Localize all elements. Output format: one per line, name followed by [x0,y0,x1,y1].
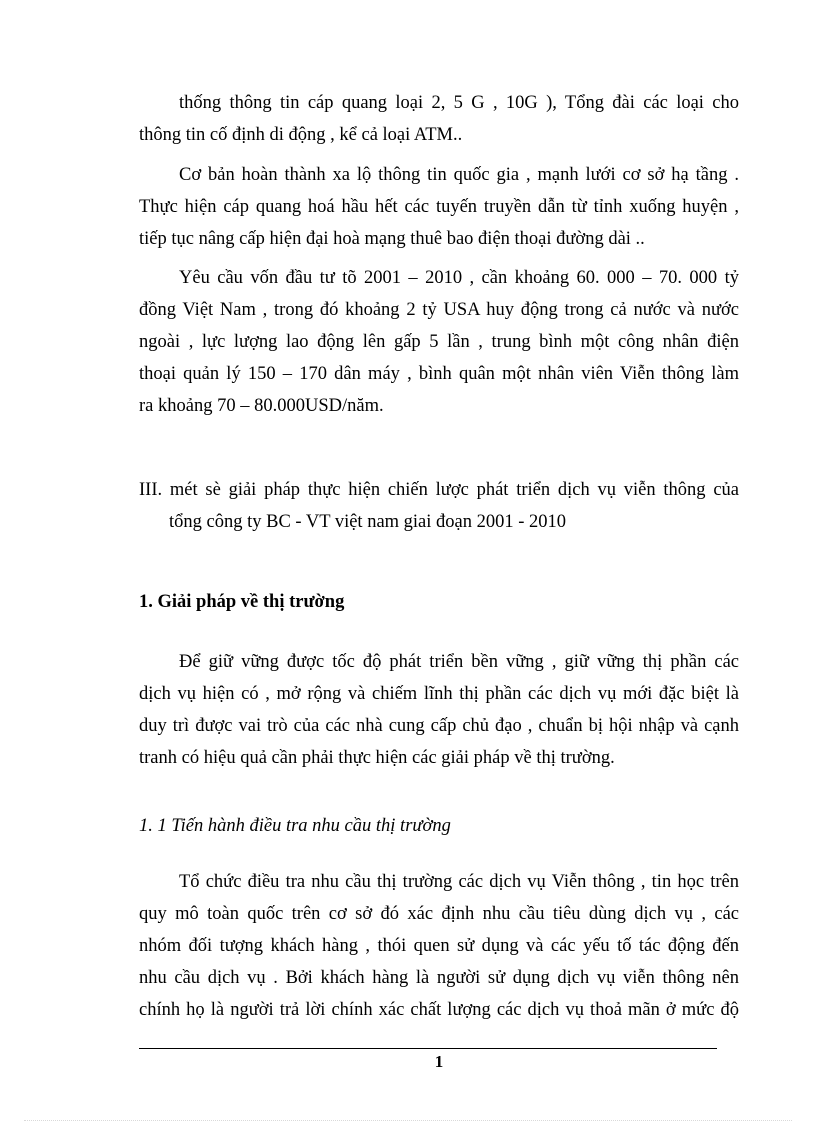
text-line: thông tin cố định di động , kể cả loại ATM.. [139,125,463,145]
section-heading-line: tổng công ty BC - VT việt nam giai đoạn 2001 - 2010 [169,512,567,532]
text-line: tiếp tục nâng cấp hiện đại hoà mạng thuê bao điện thoại đường dài .. [139,229,645,249]
text-line: Cơ bản hoàn thành xa lộ thông tin quốc gia , mạnh lưới cơ sở hạ tầng . [179,165,739,185]
page-number: 1 [434,1052,444,1071]
text-line: thoại quản lý 150 – 170 dân máy , bình quân một nhân viên Viễn thông làm [139,364,739,384]
text-line: nhu cầu dịch vụ . Bởi khách hàng là người sử dụng dịch vụ viễn thông nên [139,968,739,988]
text-line: duy trì được vai trò của các nhà cung cấp chủ đạo , chuẩn bị hội nhập và cạnh [139,716,739,736]
section-heading-line: III. mét sè giải pháp thực hiện chiến lược phát triển dịch vụ viễn thông của [139,480,739,500]
heading-market-solutions: 1. Giải pháp về thị trường [139,592,345,612]
text-line: thống thông tin cáp quang loại 2, 5 G , 10G ), Tổng đài các loại cho [179,93,739,113]
paragraph-survey [139,866,739,1026]
heading-market-survey: 1. 1 Tiến hành điều tra nhu cầu thị trường [139,816,451,836]
text-line: ra khoảng 70 – 80.000USD/năm. [139,396,384,416]
paragraph-continuation [139,87,739,151]
footer-rule [139,1048,717,1049]
text-line: nhóm đối tượng khách hàng , thói quen sử dụng và các yếu tố tác động đến [139,936,739,956]
paragraph-infrastructure [139,159,739,255]
page-bottom-border [24,1120,792,1121]
text-line: chính họ là người trả lời chính xác chất lượng các dịch vụ thoả mãn ở mức độ [139,1000,739,1020]
text-line: Để giữ vững được tốc độ phát triển bền vững , giữ vững thị phần các [179,652,739,672]
text-line: quy mô toàn quốc trên cơ sở đó xác định nhu cầu tiêu dùng dịch vụ , các [139,904,739,924]
text-line: Thực hiện cáp quang hoá hầu hết các tuyến truyền dẫn từ tỉnh xuống huyện , [139,197,739,217]
text-line: đồng Việt Nam , trong đó khoảng 2 tỷ USA huy động trong cả nước và nước [139,300,739,320]
paragraph-investment [139,262,739,422]
paragraph-market [139,646,739,774]
section-heading [139,474,739,538]
text-line: Tổ chức điều tra nhu cầu thị trường các dịch vụ Viễn thông , tin học trên [179,872,739,892]
text-line: dịch vụ hiện có , mở rộng và chiếm lĩnh thị phần các dịch vụ mới đặc biệt là [139,684,739,704]
text-line: tranh có hiệu quả cần phải thực hiện các giải pháp về thị trường. [139,748,615,768]
text-line: Yêu cầu vốn đầu tư tõ 2001 – 2010 , cần khoảng 60. 000 – 70. 000 tỷ [179,268,739,288]
text-line: ngoài , lực lượng lao động lên gấp 5 lần , trung bình một công nhân điện [139,332,739,352]
